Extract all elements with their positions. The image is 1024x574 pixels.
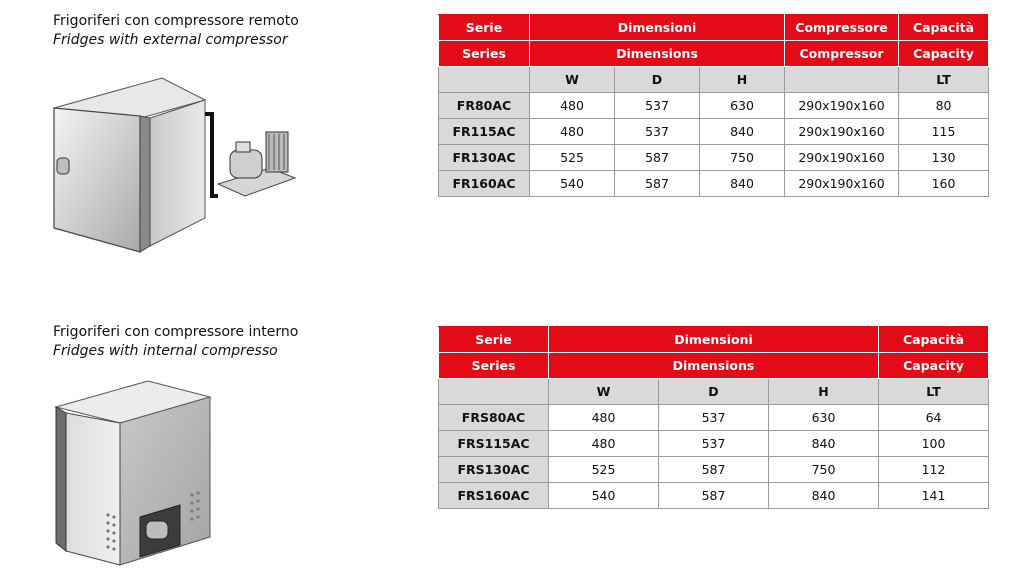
capacity-cell: 141 bbox=[879, 483, 989, 509]
table-row bbox=[439, 483, 989, 509]
section1-title bbox=[53, 12, 299, 50]
spec-table-external bbox=[438, 14, 989, 197]
fridge-internal-compressor-illustration bbox=[40, 375, 230, 571]
spec-table-internal bbox=[438, 326, 989, 509]
height-cell: 840 bbox=[769, 431, 879, 457]
section2-title-en: Fridges with internal compresso bbox=[53, 343, 278, 359]
table-unit-row bbox=[439, 67, 989, 93]
capacity-cell: 64 bbox=[879, 405, 989, 431]
table-row bbox=[439, 405, 989, 431]
header-capacity: Capacity bbox=[879, 353, 989, 379]
table-row bbox=[439, 171, 989, 197]
compressor-cell: 290x190x160 bbox=[785, 93, 899, 119]
series-cell: FR115AC bbox=[439, 119, 530, 145]
width-cell: 480 bbox=[530, 93, 615, 119]
header-compressor: Compressor bbox=[785, 41, 899, 67]
width-cell: 540 bbox=[530, 171, 615, 197]
table-header-row bbox=[439, 15, 989, 41]
width-cell: 480 bbox=[549, 405, 659, 431]
depth-cell: 587 bbox=[615, 145, 700, 171]
header-dimensioni: Dimensioni bbox=[530, 15, 785, 41]
unit-compressor-blank bbox=[785, 67, 899, 93]
height-cell: 840 bbox=[700, 119, 785, 145]
unit-d: D bbox=[659, 379, 769, 405]
compressor-cell: 290x190x160 bbox=[785, 145, 899, 171]
unit-h: H bbox=[769, 379, 879, 405]
header-capacita: Capacità bbox=[899, 15, 989, 41]
width-cell: 540 bbox=[549, 483, 659, 509]
header-series: Series bbox=[439, 41, 530, 67]
series-cell: FR130AC bbox=[439, 145, 530, 171]
header-series: Series bbox=[439, 353, 549, 379]
width-cell: 480 bbox=[549, 431, 659, 457]
compressor-cell: 290x190x160 bbox=[785, 171, 899, 197]
header-dimensioni: Dimensioni bbox=[549, 327, 879, 353]
depth-cell: 537 bbox=[615, 93, 700, 119]
header-dimensions: Dimensions bbox=[530, 41, 785, 67]
section1-title-en: Fridges with external compressor bbox=[53, 32, 288, 48]
header-serie: Serie bbox=[439, 15, 530, 41]
series-cell: FR160AC bbox=[439, 171, 530, 197]
width-cell: 525 bbox=[549, 457, 659, 483]
height-cell: 630 bbox=[700, 93, 785, 119]
section2-title-it: Frigoriferi con compressore interno bbox=[53, 324, 299, 340]
header-capacity: Capacity bbox=[899, 41, 989, 67]
capacity-cell: 112 bbox=[879, 457, 989, 483]
compressor-cell: 290x190x160 bbox=[785, 119, 899, 145]
capacity-cell: 80 bbox=[899, 93, 989, 119]
section1-title-it: Frigoriferi con compressore remoto bbox=[53, 13, 299, 29]
series-cell: FRS130AC bbox=[439, 457, 549, 483]
width-cell: 480 bbox=[530, 119, 615, 145]
depth-cell: 537 bbox=[659, 405, 769, 431]
unit-lt: LT bbox=[879, 379, 989, 405]
series-cell: FR80AC bbox=[439, 93, 530, 119]
section2-title bbox=[53, 323, 298, 361]
height-cell: 750 bbox=[769, 457, 879, 483]
unit-w: W bbox=[549, 379, 659, 405]
depth-cell: 587 bbox=[615, 171, 700, 197]
table-header-row bbox=[439, 327, 989, 353]
header-capacita: Capacità bbox=[879, 327, 989, 353]
table-row bbox=[439, 431, 989, 457]
depth-cell: 537 bbox=[615, 119, 700, 145]
table-header-row bbox=[439, 41, 989, 67]
height-cell: 750 bbox=[700, 145, 785, 171]
table-header-row bbox=[439, 353, 989, 379]
header-compressore: Compressore bbox=[785, 15, 899, 41]
height-cell: 840 bbox=[700, 171, 785, 197]
unit-lt: LT bbox=[899, 67, 989, 93]
depth-cell: 587 bbox=[659, 483, 769, 509]
series-cell: FRS160AC bbox=[439, 483, 549, 509]
table-row bbox=[439, 119, 989, 145]
series-cell: FRS80AC bbox=[439, 405, 549, 431]
unit-d: D bbox=[615, 67, 700, 93]
table-unit-row bbox=[439, 379, 989, 405]
header-dimensions: Dimensions bbox=[549, 353, 879, 379]
depth-cell: 537 bbox=[659, 431, 769, 457]
series-cell: FRS115AC bbox=[439, 431, 549, 457]
table-row bbox=[439, 93, 989, 119]
height-cell: 840 bbox=[769, 483, 879, 509]
depth-cell: 587 bbox=[659, 457, 769, 483]
height-cell: 630 bbox=[769, 405, 879, 431]
unit-blank bbox=[439, 67, 530, 93]
table-row bbox=[439, 457, 989, 483]
capacity-cell: 100 bbox=[879, 431, 989, 457]
unit-blank bbox=[439, 379, 549, 405]
capacity-cell: 160 bbox=[899, 171, 989, 197]
fridge-external-compressor-illustration bbox=[40, 68, 310, 268]
unit-w: W bbox=[530, 67, 615, 93]
header-serie: Serie bbox=[439, 327, 549, 353]
capacity-cell: 115 bbox=[899, 119, 989, 145]
capacity-cell: 130 bbox=[899, 145, 989, 171]
table-row bbox=[439, 145, 989, 171]
width-cell: 525 bbox=[530, 145, 615, 171]
unit-h: H bbox=[700, 67, 785, 93]
